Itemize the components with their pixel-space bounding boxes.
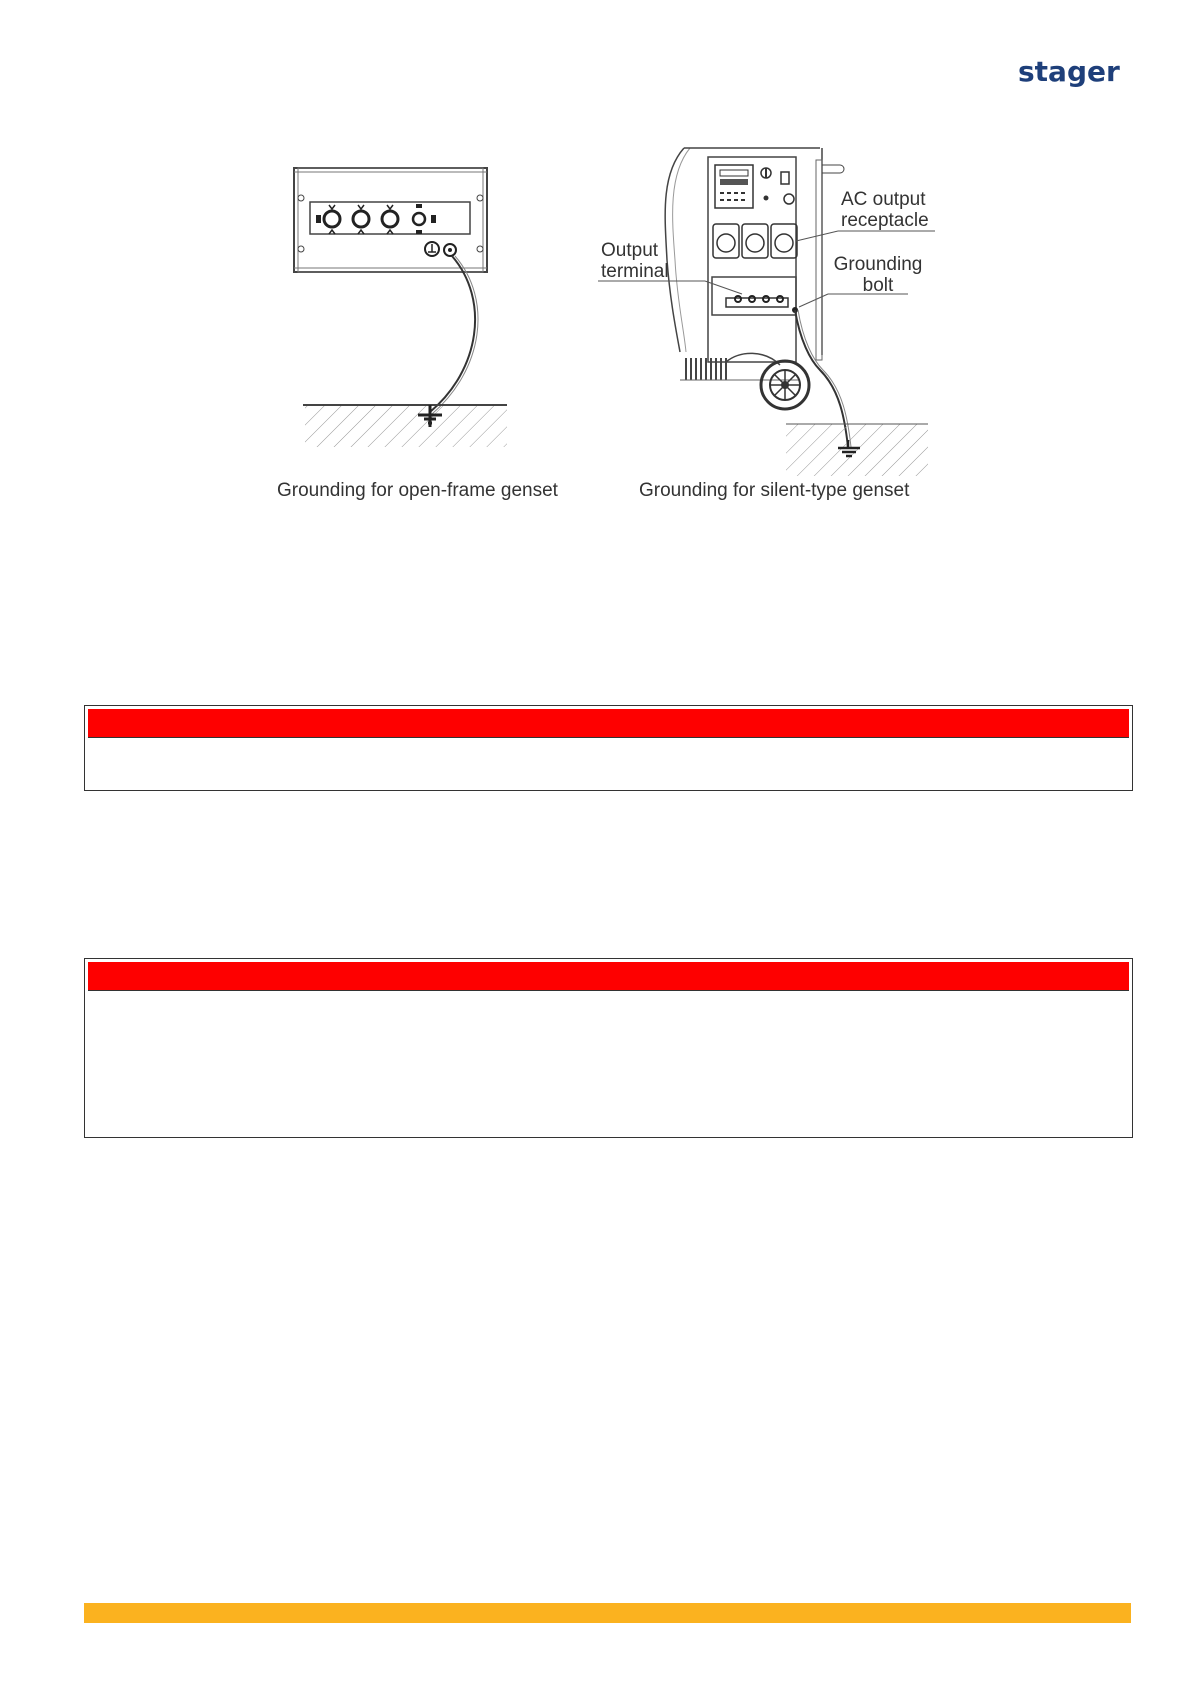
silent-genset (665, 148, 844, 409)
output-terminal-line2: terminal (601, 261, 669, 282)
grounding-illustration (0, 0, 1191, 520)
output-terminal-line1: Output (601, 240, 659, 261)
grounding-bolt-label (832, 254, 924, 296)
warning-box-2 (84, 958, 1133, 1138)
open-frame-control-box (294, 168, 487, 272)
ground-left (303, 405, 507, 447)
ac-output-receptacle-label (841, 189, 929, 231)
output-terminal-label (601, 240, 669, 282)
ground-right (786, 424, 928, 476)
warning-header-bar-1 (88, 709, 1129, 738)
ac-output-line1: AC output (841, 189, 926, 210)
ac-output-line2: receptacle (841, 210, 929, 231)
warning-header-bar-2 (88, 962, 1129, 991)
brand-logo: stager (1018, 55, 1120, 88)
grounding-cable-left (430, 256, 475, 412)
warning-box-1 (84, 705, 1133, 791)
grounding-bolt-line1: Grounding (833, 254, 923, 275)
caption-silent-type: Grounding for silent-type genset (639, 480, 910, 501)
grounding-bolt-line2: bolt (862, 275, 894, 296)
caption-open-frame: Grounding for open-frame genset (277, 480, 558, 501)
footer-bar (84, 1603, 1131, 1623)
